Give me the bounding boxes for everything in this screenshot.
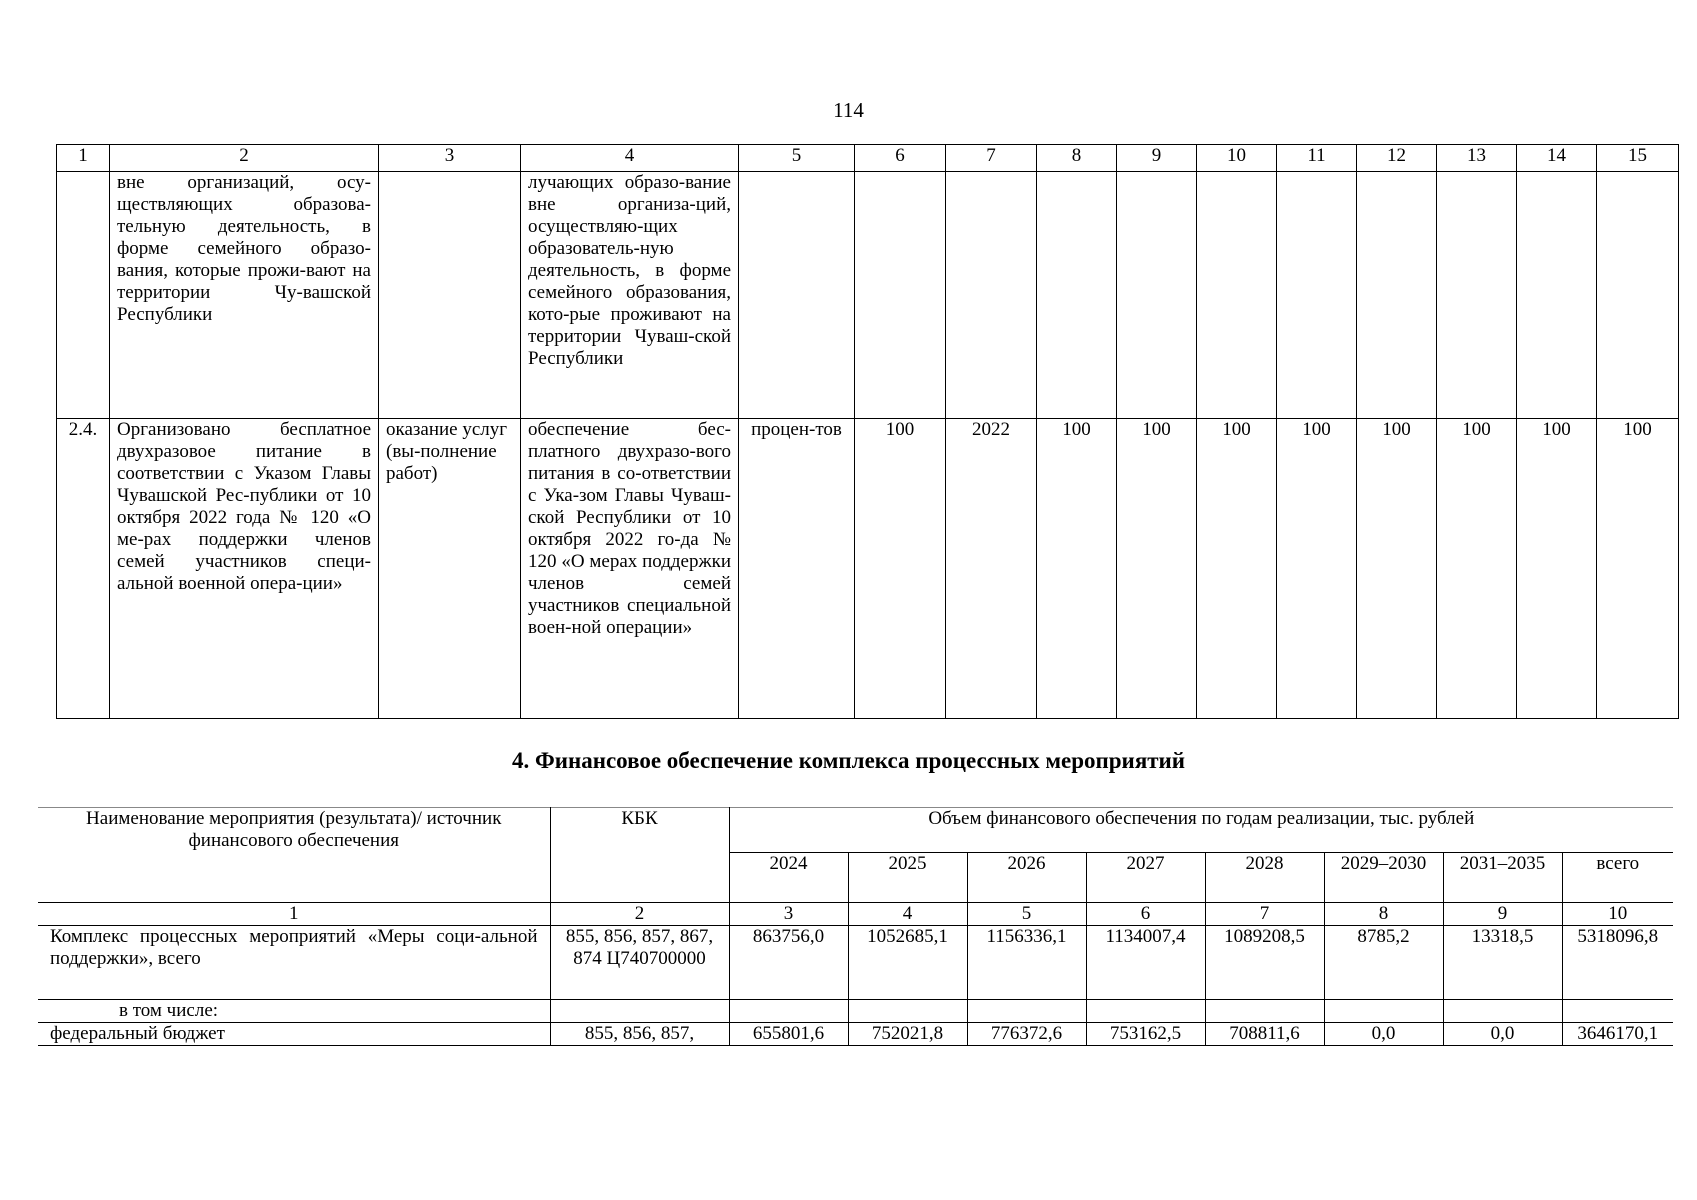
col-number: 1: [38, 903, 550, 926]
year-header: 2028: [1205, 853, 1324, 903]
item-name-cell: в том числе:: [38, 1000, 550, 1023]
empty-cell: [1197, 172, 1277, 419]
col-number: 7: [946, 145, 1037, 172]
empty-cell: [1437, 172, 1517, 419]
col-number: 2: [550, 903, 729, 926]
empty-cell: [946, 172, 1037, 419]
col-number: 14: [1517, 145, 1597, 172]
amount-cell: 1134007,4: [1086, 926, 1205, 1000]
amount-cell: 1089208,5: [1205, 926, 1324, 1000]
col-number: 8: [1324, 903, 1443, 926]
value-cell: 100: [1277, 419, 1357, 719]
col-number: 8: [1037, 145, 1117, 172]
year-header: 2025: [848, 853, 967, 903]
section-title: 4. Финансовое обеспечение комплекса процессных мероприятий: [511, 748, 1186, 773]
amount-cell: 13318,5: [1443, 926, 1562, 1000]
col-number: 6: [1086, 903, 1205, 926]
col-number: 5: [967, 903, 1086, 926]
volume-header: Объем финансового обеспечения по годам реализации, тыс. рублей: [729, 808, 1673, 853]
table-row: [38, 1000, 1673, 1023]
value-cell: 100: [1037, 419, 1117, 719]
amount-cell: 1156336,1: [967, 926, 1086, 1000]
amount-cell: 8785,2: [1324, 926, 1443, 1000]
col-number: 4: [848, 903, 967, 926]
year-header: 2027: [1086, 853, 1205, 903]
row-number-cell: 2.4.: [57, 419, 110, 719]
table-row: [57, 419, 1679, 719]
kbk-cell: 855, 856, 857, 867, 874 Ц740700000: [550, 926, 729, 1000]
year-header: 2029–2030: [1324, 853, 1443, 903]
total-header: всего: [1562, 853, 1673, 903]
result-type-cell: [379, 172, 521, 419]
amount-cell: 753162,5: [1086, 1023, 1205, 1046]
amount-cell: [729, 1000, 848, 1023]
table-row: [57, 172, 1679, 419]
base-value-cell: 100: [855, 419, 946, 719]
result-type-cell: оказание услуг (вы-полнение работ): [379, 419, 521, 719]
table-row: [38, 926, 1673, 1000]
col-number: 13: [1437, 145, 1517, 172]
empty-cell: [1517, 172, 1597, 419]
header-row: [38, 808, 1673, 853]
kbk-cell: 855, 856, 857,: [550, 1023, 729, 1046]
empty-cell: [1597, 172, 1679, 419]
column-number-row: [57, 145, 1679, 172]
empty-cell: [1357, 172, 1437, 419]
result-description-cell: лучающих образо-вание вне организа-ций, осуществляю-щих образователь-ную деятельность, в форме семейного образования, кото-рые проживают на территории Чуваш-ской Республики: [521, 172, 739, 419]
kbk-header: КБК: [550, 808, 729, 903]
col-number: 5: [739, 145, 855, 172]
amount-cell: 708811,6: [1205, 1023, 1324, 1046]
unit-cell: процен-тов: [739, 419, 855, 719]
col-number: 7: [1205, 903, 1324, 926]
base-year-cell: 2022: [946, 419, 1037, 719]
empty-cell: [855, 172, 946, 419]
col-number: 15: [1597, 145, 1679, 172]
table-row: [38, 1023, 1673, 1046]
result-name-cell: вне организаций, осу-ществляющих образова-тельную деятельность, в форме семейного образо-вания, которые прожи-вают на территории Чу-вашской Республики: [110, 172, 379, 419]
amount-cell: 863756,0: [729, 926, 848, 1000]
amount-cell: [1205, 1000, 1324, 1023]
page-number: 114: [833, 98, 864, 122]
amount-cell: 0,0: [1443, 1023, 1562, 1046]
year-header: 2031–2035: [1443, 853, 1562, 903]
result-description-cell: обеспечение бес-платного двухразо-вого питания в со-ответствии с Ука-зом Главы Чуваш-ской Республики от 10 октября 2022 го-да № 120 «О мерах поддержки членов семей участников специальной воен-ной операции»: [521, 419, 739, 719]
empty-cell: [1117, 172, 1197, 419]
amount-cell: 3646170,1: [1562, 1023, 1673, 1046]
value-cell: 100: [1517, 419, 1597, 719]
amount-cell: [1086, 1000, 1205, 1023]
amount-cell: 655801,6: [729, 1023, 848, 1046]
column-number-row: [38, 903, 1673, 926]
empty-cell: [739, 172, 855, 419]
amount-cell: 752021,8: [848, 1023, 967, 1046]
value-cell: 100: [1597, 419, 1679, 719]
amount-cell: 0,0: [1324, 1023, 1443, 1046]
col-number: 2: [110, 145, 379, 172]
col-number: 3: [379, 145, 521, 172]
row-number-cell: [57, 172, 110, 419]
amount-cell: [848, 1000, 967, 1023]
col-number: 12: [1357, 145, 1437, 172]
empty-cell: [1277, 172, 1357, 419]
item-name-cell: Комплекс процессных мероприятий «Меры соци-альной поддержки», всего: [38, 926, 550, 1000]
year-header: 2026: [967, 853, 1086, 903]
amount-cell: 1052685,1: [848, 926, 967, 1000]
amount-cell: [1443, 1000, 1562, 1023]
col-number: 1: [57, 145, 110, 172]
col-number: 10: [1197, 145, 1277, 172]
value-cell: 100: [1197, 419, 1277, 719]
col-number: 11: [1277, 145, 1357, 172]
item-name-cell: федеральный бюджет: [38, 1023, 550, 1046]
indicators-table: [56, 144, 1679, 719]
year-header: 2024: [729, 853, 848, 903]
value-cell: 100: [1357, 419, 1437, 719]
amount-cell: 776372,6: [967, 1023, 1086, 1046]
col-number: 10: [1562, 903, 1673, 926]
empty-cell: [1037, 172, 1117, 419]
col-number: 9: [1443, 903, 1562, 926]
amount-cell: [1324, 1000, 1443, 1023]
col-number: 3: [729, 903, 848, 926]
financing-table: [38, 807, 1673, 1046]
value-cell: 100: [1437, 419, 1517, 719]
amount-cell: 5318096,8: [1562, 926, 1673, 1000]
amount-cell: [1562, 1000, 1673, 1023]
amount-cell: [967, 1000, 1086, 1023]
col-number: 9: [1117, 145, 1197, 172]
kbk-cell: [550, 1000, 729, 1023]
col-number: 4: [521, 145, 739, 172]
value-cell: 100: [1117, 419, 1197, 719]
name-header: Наименование мероприятия (результата)/ источник финансового обеспечения: [38, 808, 550, 903]
col-number: 6: [855, 145, 946, 172]
result-name-cell: Организовано бесплатное двухразовое питание в соответствии с Указом Главы Чувашской Рес-публики от 10 октября 2022 года № 120 «О ме-рах поддержки членов семей участников специ-альной военной опера-ции»: [110, 419, 379, 719]
